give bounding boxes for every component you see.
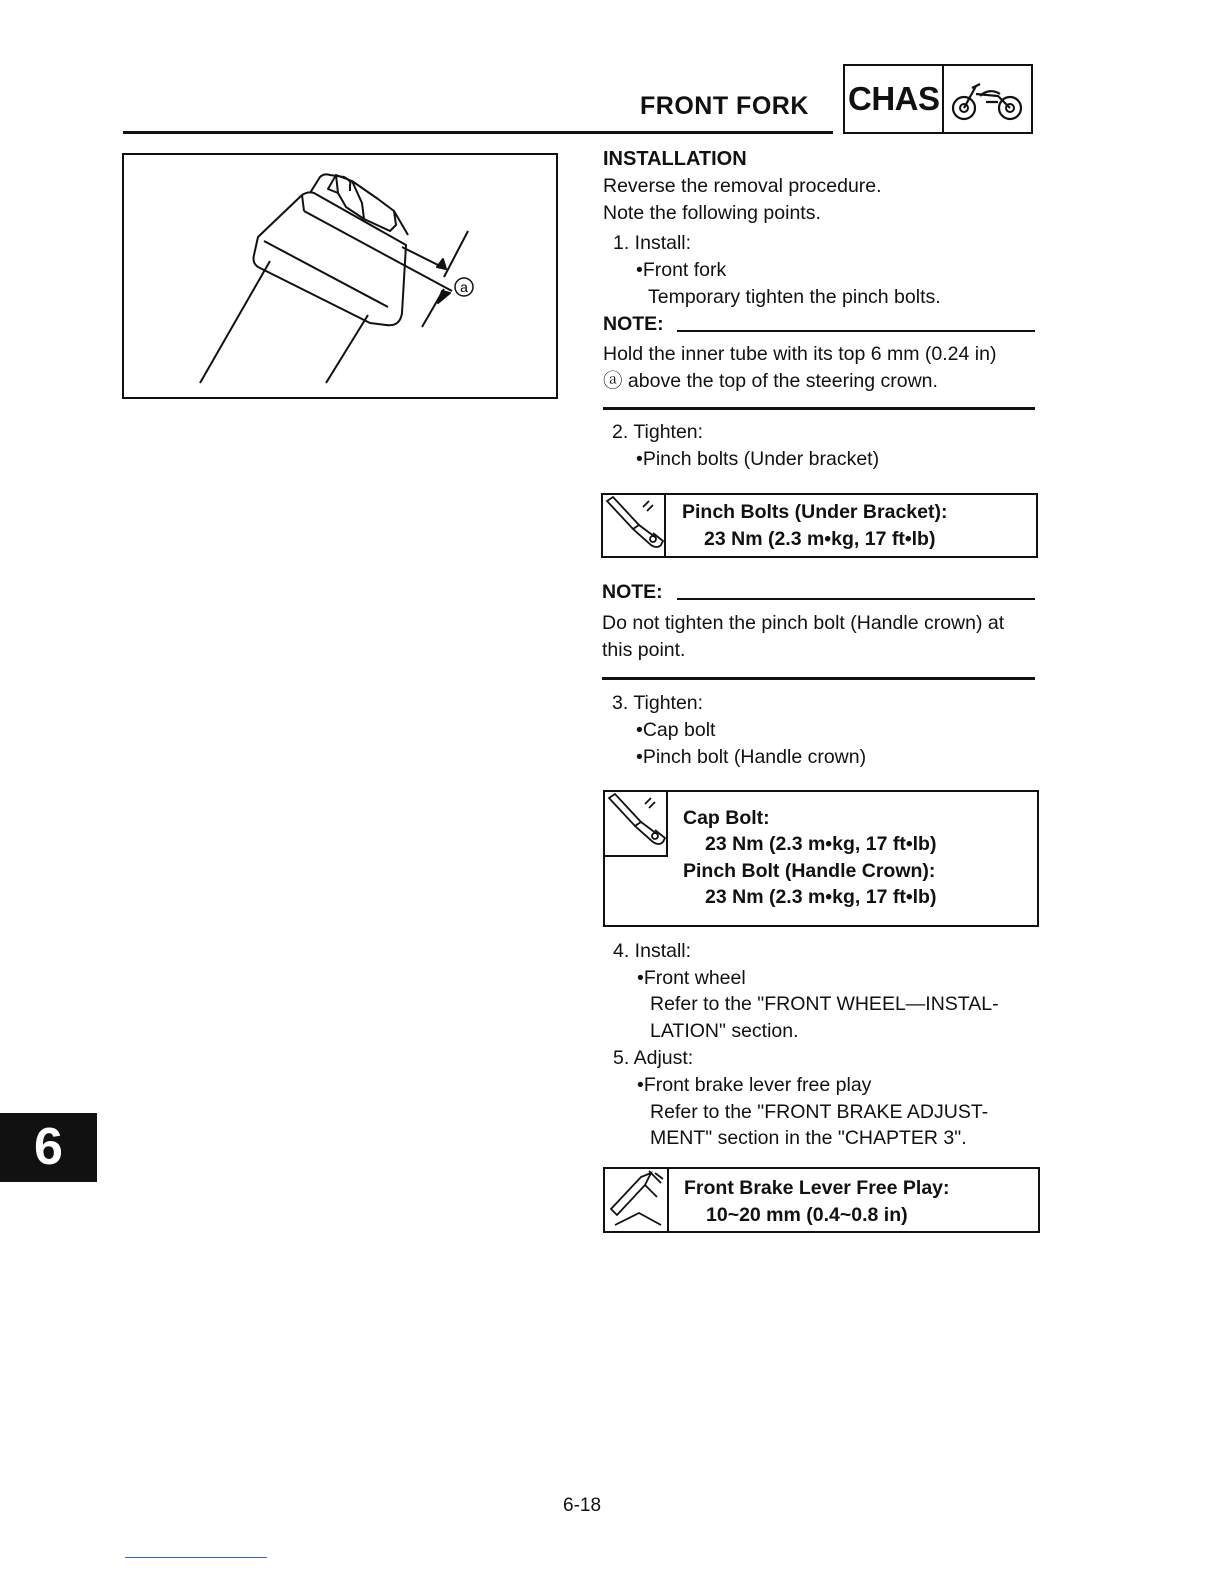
spec-value: 23 Nm (2.3 m•kg, 17 ft•lb) [704,528,936,550]
note-text: Hold the inner tube with its top 6 mm (0.24 in) [603,343,997,365]
step-item: •Cap bolt [636,719,716,741]
step-item: •Front fork [636,259,727,281]
note-end-rule [603,407,1035,410]
step-label: 3. Tighten: [612,692,704,714]
step-item: •Front wheel [637,967,746,989]
note-text: Do not tighten the pinch bolt (Handle crown) at [602,612,1005,634]
footer-rule [125,1557,267,1558]
section-heading: INSTALLATION [603,148,747,170]
note-label: NOTE: [602,581,663,603]
spec-title: Cap Bolt: [683,807,770,829]
note-label: NOTE: [603,313,664,335]
page-number: 6-18 [563,1495,602,1516]
step-detail: LATION" section. [650,1020,799,1042]
section-code: CHAS [848,80,940,117]
spec-title: Pinch Bolts (Under Bracket): [682,501,948,523]
note-rule [677,330,1035,332]
fork-tube-illustration [124,155,556,397]
intro-line: Note the following points. [603,202,821,224]
step-item: •Pinch bolt (Handle crown) [636,746,867,768]
step-detail: Temporary tighten the pinch bolts. [648,286,941,308]
spec-value: 23 Nm (2.3 m•kg, 17 ft•lb) [705,833,937,855]
spec-title: Front Brake Lever Free Play: [684,1177,950,1199]
torque-wrench-icon [603,495,665,556]
section-badge-divider [942,64,944,134]
step-label: 5. Adjust: [613,1047,694,1069]
spec-value: 10~20 mm (0.4~0.8 in) [706,1204,908,1226]
chapter-tab: 6 [0,1113,97,1182]
page-title: FRONT FORK [640,92,809,120]
step-item: •Front brake lever free play [637,1074,872,1096]
step-detail: Refer to the "FRONT BRAKE ADJUST- [650,1101,989,1123]
figure-callout-a: a [460,279,468,295]
step-item: •Pinch bolts (Under bracket) [636,448,880,470]
step-label: 2. Tighten: [612,421,704,443]
step-label: 4. Install: [613,940,692,962]
spec-title: Pinch Bolt (Handle Crown): [683,860,936,882]
note-rule [677,598,1035,600]
torque-wrench-icon [605,792,667,854]
step-detail: Refer to the "FRONT WHEEL—INSTAL- [650,993,999,1015]
step-label: 1. Install: [613,232,692,254]
step-detail: MENT" section in the "CHAPTER 3". [650,1127,967,1149]
caliper-gauge-icon [605,1169,667,1231]
note-text: this point. [602,639,686,661]
note-end-rule [602,677,1035,680]
note-text: ⓐ above the top of the steering crown. [603,370,938,392]
header-rule [123,131,833,134]
motorcycle-icon [950,74,1026,126]
intro-line: Reverse the removal procedure. [603,175,882,197]
spec-value: 23 Nm (2.3 m•kg, 17 ft•lb) [705,886,937,908]
